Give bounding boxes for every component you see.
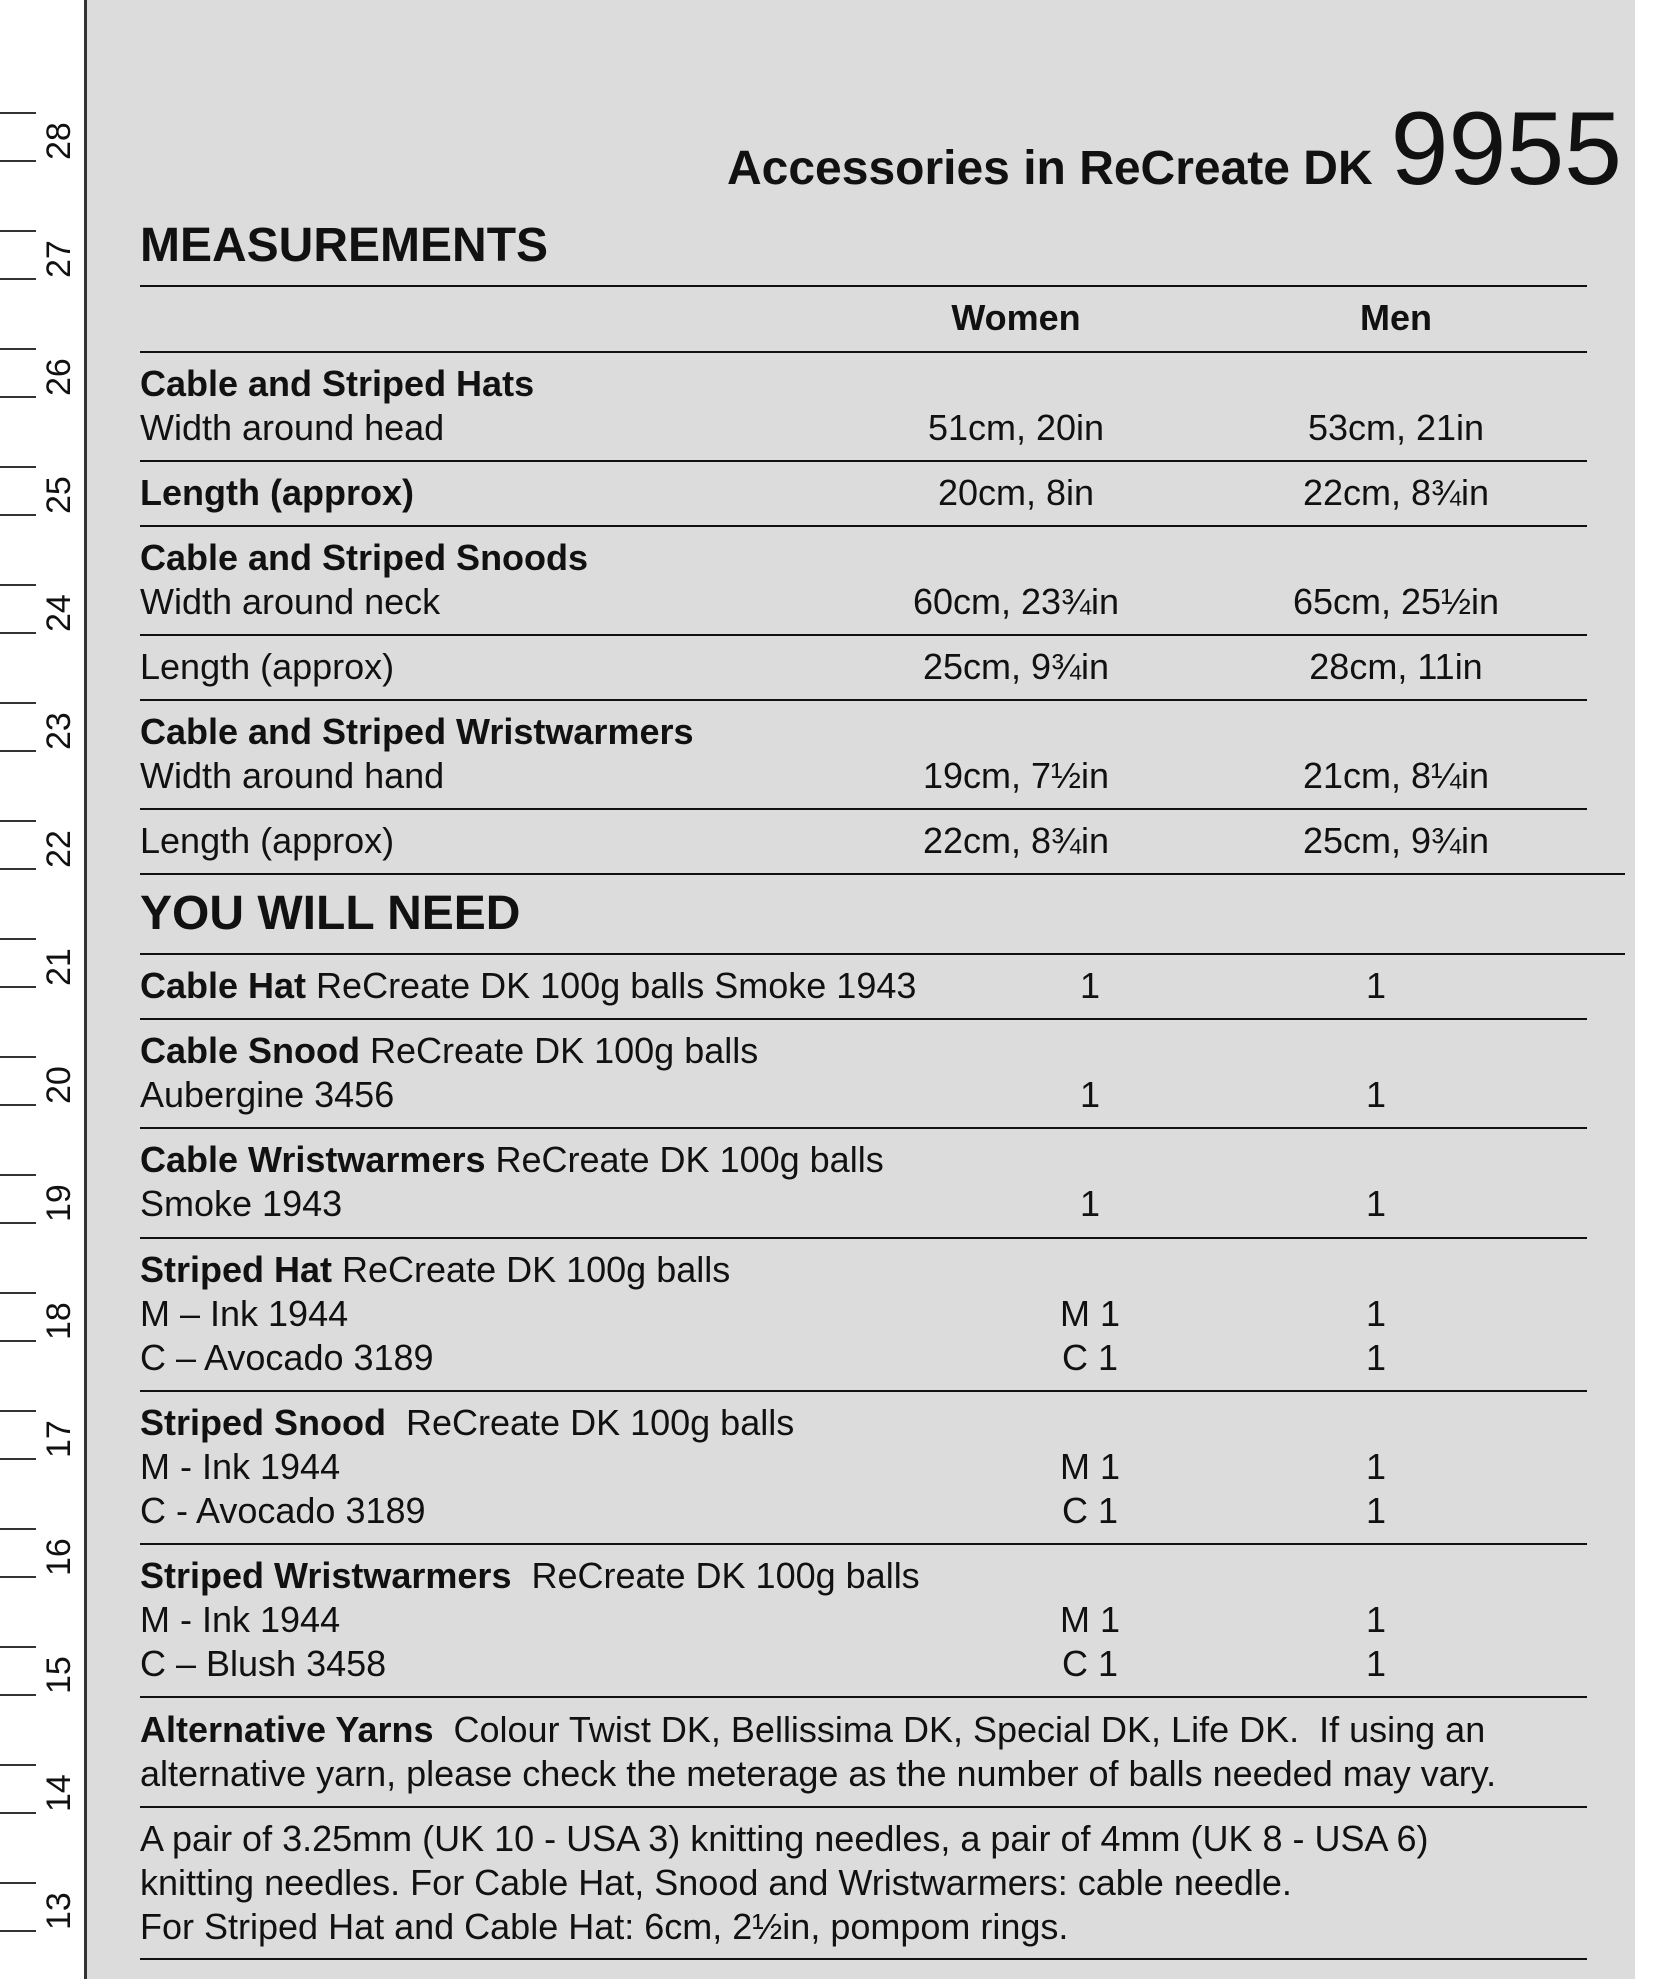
measurements-heading: MEASUREMENTS <box>140 219 549 272</box>
striped-wrist-men-m: 1 <box>1365 1599 1387 1640</box>
striped-snood-men-c: 1 <box>1365 1490 1387 1531</box>
divider <box>140 1543 1587 1545</box>
ruler-tick <box>0 230 36 232</box>
striped-hat-contrast-colour: C – Avocado 3189 <box>140 1337 434 1378</box>
ruler-tick <box>0 1882 36 1884</box>
cable-wrist-men-qty: 1 <box>1365 1183 1387 1224</box>
divider <box>140 1237 1587 1239</box>
striped-wrist-line <box>140 1555 920 1597</box>
divider <box>140 1806 1587 1808</box>
title-text: Accessories in ReCreate DK <box>727 142 1373 195</box>
ruler-number: 21 <box>40 948 78 986</box>
ruler-tick <box>0 1458 36 1460</box>
page-margin <box>1635 0 1672 1979</box>
striped-hat-line <box>140 1249 730 1291</box>
ruler-tick <box>0 632 36 634</box>
ruler-tick <box>0 1056 36 1058</box>
ruler-number: 15 <box>40 1656 78 1694</box>
you-will-need-heading: YOU WILL NEED <box>140 887 521 940</box>
cable-snood-men-qty: 1 <box>1365 1074 1387 1115</box>
cable-wrist-name: Cable Wristwarmers <box>140 1139 486 1180</box>
ruler-tick <box>0 1812 36 1814</box>
needles-line-1: A pair of 3.25mm (UK 10 - USA 3) knitting needles, a pair of 4mm (UK 8 - USA 6) <box>140 1818 1429 1859</box>
hats-length-men: 22cm, 8¾in <box>1302 472 1490 513</box>
striped-snood-yarn: ReCreate DK 100g balls <box>386 1402 795 1443</box>
divider <box>140 1958 1587 1960</box>
pattern-number: 9955 <box>1390 91 1622 207</box>
ruler-tick <box>0 938 36 940</box>
striped-wrist-yarn: ReCreate DK 100g balls <box>511 1555 920 1596</box>
hats-title: Cable and Striped Hats <box>140 363 535 404</box>
ruler-tick <box>0 1528 36 1530</box>
hats-length-women: 20cm, 8in <box>937 472 1095 513</box>
needles-line-2: knitting needles. For Cable Hat, Snood and Wristwarmers: cable needle. <box>140 1862 1292 1903</box>
wrist-length-men: 25cm, 9¾in <box>1302 820 1490 861</box>
cable-wrist-yarn: ReCreate DK 100g balls <box>485 1139 884 1180</box>
snoods-length-label: Length (approx) <box>140 646 395 687</box>
ruler-tick <box>0 278 36 280</box>
striped-snood-name: Striped Snood <box>140 1402 386 1443</box>
divider <box>140 699 1587 701</box>
cable-hat-name: Cable Hat <box>140 965 307 1006</box>
hats-width-women: 51cm, 20in <box>927 407 1105 448</box>
ruler-number: 28 <box>40 122 78 160</box>
ruler-tick <box>0 1174 36 1176</box>
ruler-tick <box>0 1222 36 1224</box>
divider <box>140 351 1587 353</box>
divider <box>140 1390 1587 1392</box>
striped-wrist-women-c: C 1 <box>1061 1643 1119 1684</box>
striped-snood-contrast-colour: C - Avocado 3189 <box>140 1490 426 1531</box>
cable-hat-line <box>140 965 916 1007</box>
striped-wrist-women-m: M 1 <box>1059 1599 1120 1640</box>
cable-hat-men-qty: 1 <box>1365 965 1387 1006</box>
cable-wrist-line <box>140 1139 884 1181</box>
wrist-width-label: Width around hand <box>140 755 445 796</box>
ruler-tick <box>0 396 36 398</box>
ruler <box>0 0 87 1979</box>
striped-snood-women-c: C 1 <box>1061 1490 1119 1531</box>
cable-snood-women-qty: 1 <box>1079 1074 1101 1115</box>
striped-wrist-men-c: 1 <box>1365 1643 1387 1684</box>
cable-hat-yarn: ReCreate DK 100g balls Smoke 1943 <box>306 965 917 1006</box>
col-women-header: Women <box>951 297 1081 338</box>
ruler-tick <box>0 112 36 114</box>
cable-snood-colour: Aubergine 3456 <box>140 1074 395 1115</box>
ruler-tick <box>0 584 36 586</box>
cable-snood-line <box>140 1030 758 1072</box>
alternative-yarns-label: Alternative Yarns <box>140 1709 434 1750</box>
cable-snood-yarn: ReCreate DK 100g balls <box>360 1030 759 1071</box>
wrist-width-women: 19cm, 7½in <box>922 755 1110 796</box>
ruler-number: 26 <box>40 358 78 396</box>
ruler-tick <box>0 160 36 162</box>
ruler-tick <box>0 702 36 704</box>
ruler-number: 25 <box>40 476 78 514</box>
striped-hat-yarn: ReCreate DK 100g balls <box>332 1249 731 1290</box>
ruler-tick <box>0 1764 36 1766</box>
ruler-number: 13 <box>40 1892 78 1930</box>
snoods-width-women: 60cm, 23¾in <box>912 581 1120 622</box>
hats-width-label: Width around head <box>140 407 445 448</box>
ruler-tick <box>0 820 36 822</box>
ruler-tick <box>0 1104 36 1106</box>
page-title <box>727 90 1622 209</box>
striped-hat-main-colour: M – Ink 1944 <box>140 1293 349 1334</box>
wrist-length-label: Length (approx) <box>140 820 395 861</box>
col-men-header: Men <box>1360 297 1432 338</box>
striped-wrist-main-colour: M - Ink 1944 <box>140 1599 341 1640</box>
ruler-number: 18 <box>40 1302 78 1340</box>
striped-snood-men-m: 1 <box>1365 1446 1387 1487</box>
striped-hat-men-m: 1 <box>1365 1293 1387 1334</box>
ruler-number: 14 <box>40 1774 78 1812</box>
ruler-tick <box>0 1410 36 1412</box>
snoods-title: Cable and Striped Snoods <box>140 537 589 578</box>
striped-wrist-name: Striped Wristwarmers <box>140 1555 512 1596</box>
ruler-tick <box>0 1292 36 1294</box>
ruler-number: 22 <box>40 830 78 868</box>
ruler-tick <box>0 750 36 752</box>
cable-hat-women-qty: 1 <box>1079 965 1101 1006</box>
divider <box>140 1018 1587 1020</box>
ruler-tick <box>0 868 36 870</box>
ruler-tick <box>0 986 36 988</box>
wrist-width-men: 21cm, 8¼in <box>1302 755 1490 796</box>
divider <box>140 285 1587 287</box>
ruler-tick <box>0 348 36 350</box>
ruler-number: 27 <box>40 240 78 278</box>
divider <box>140 808 1587 810</box>
cable-snood-name: Cable Snood <box>140 1030 361 1071</box>
ruler-number: 24 <box>40 594 78 632</box>
divider <box>140 525 1587 527</box>
ruler-tick <box>0 514 36 516</box>
alternative-yarns <box>140 1708 1600 1796</box>
divider <box>140 460 1587 462</box>
snoods-width-label: Width around neck <box>140 581 441 622</box>
snoods-width-men: 65cm, 25½in <box>1292 581 1500 622</box>
cable-wrist-women-qty: 1 <box>1079 1183 1101 1224</box>
striped-snood-line <box>140 1402 794 1444</box>
ruler-tick <box>0 466 36 468</box>
divider <box>140 873 1625 875</box>
hats-width-men: 53cm, 21in <box>1307 407 1485 448</box>
needles-line-3: For Striped Hat and Cable Hat: 6cm, 2½in, pompom rings. <box>140 1906 1069 1947</box>
hats-length-label: Length (approx) <box>140 472 414 513</box>
striped-hat-name: Striped Hat <box>140 1249 333 1290</box>
ruler-tick <box>0 1930 36 1932</box>
snoods-length-women: 25cm, 9¾in <box>922 646 1110 687</box>
snoods-length-men: 28cm, 11in <box>1309 646 1483 687</box>
ruler-number: 19 <box>40 1184 78 1222</box>
striped-snood-main-colour: M - Ink 1944 <box>140 1446 341 1487</box>
ruler-number: 16 <box>40 1538 78 1576</box>
striped-hat-women-m: M 1 <box>1059 1293 1120 1334</box>
ruler-tick <box>0 1694 36 1696</box>
wrist-length-women: 22cm, 8¾in <box>922 820 1110 861</box>
ruler-tick <box>0 1646 36 1648</box>
ruler-number: 20 <box>40 1066 78 1104</box>
striped-snood-women-m: M 1 <box>1059 1446 1120 1487</box>
ruler-number: 23 <box>40 712 78 750</box>
ruler-tick <box>0 1340 36 1342</box>
striped-hat-women-c: C 1 <box>1061 1337 1119 1378</box>
alternative-yarns-text: Colour Twist DK, Bellissima DK, Special DK, Life DK. If using an alternative yarn, please check the meterage as the number of balls needed may vary. <box>140 1709 1497 1794</box>
ruler-number: 17 <box>40 1420 78 1458</box>
divider <box>140 1696 1587 1698</box>
divider <box>140 1127 1587 1129</box>
striped-hat-men-c: 1 <box>1365 1337 1387 1378</box>
divider <box>140 953 1625 955</box>
divider <box>140 634 1587 636</box>
cable-wrist-colour: Smoke 1943 <box>140 1183 343 1224</box>
striped-wrist-contrast-colour: C – Blush 3458 <box>140 1643 387 1684</box>
wrist-title: Cable and Striped Wristwarmers <box>140 711 694 752</box>
ruler-tick <box>0 1576 36 1578</box>
